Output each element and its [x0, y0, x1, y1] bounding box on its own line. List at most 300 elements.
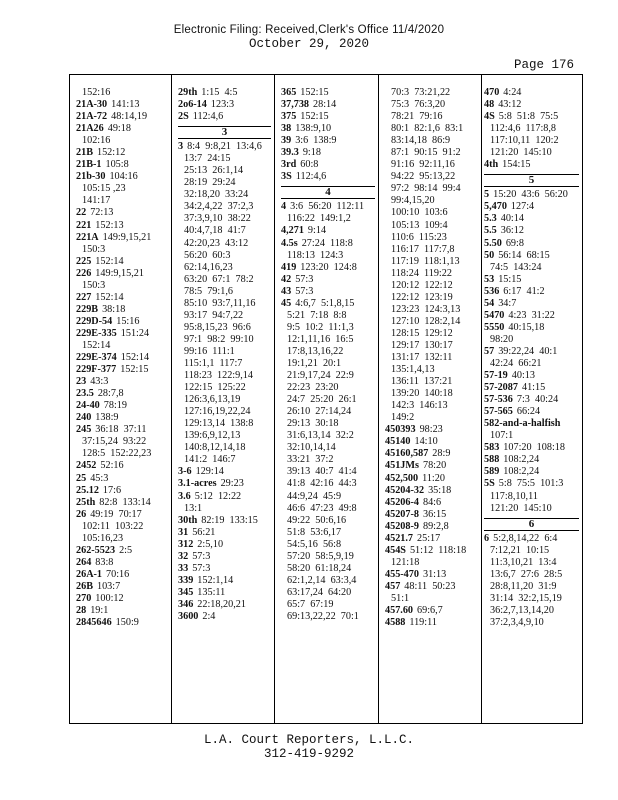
index-term: 45	[281, 297, 292, 309]
index-entry	[76, 135, 168, 147]
index-entry	[178, 454, 271, 466]
index-entry	[385, 292, 478, 304]
index-page-refs: 5:21 7:18 8:8	[287, 309, 347, 321]
index-page-refs: 149:9,15,21	[95, 267, 144, 279]
index-entry	[76, 593, 168, 605]
index-entry	[281, 286, 375, 298]
index-page-refs: 17:8,13,16,22	[287, 345, 344, 357]
index-term: 26B	[76, 580, 93, 592]
index-entry	[385, 593, 478, 605]
index-page-refs: 29:23	[220, 478, 244, 490]
index-term: 312	[178, 538, 194, 550]
index-page-refs: 78:21 79:16	[391, 111, 443, 123]
index-entry	[178, 189, 271, 201]
index-entry	[178, 478, 271, 490]
index-page-refs: 37:15,24 93:22	[82, 436, 147, 448]
index-page-refs: 13:6,7 27:6 28:5	[490, 568, 563, 580]
index-page-refs: 128:15 129:12	[391, 327, 453, 339]
index-page-refs: 37:3,9,10 38:22	[184, 213, 251, 225]
index-term: 450393	[385, 424, 416, 436]
index-entry	[484, 382, 579, 394]
index-term: 45140	[385, 436, 411, 448]
index-page-refs: 42:24 66:21	[490, 357, 542, 369]
index-page-refs: 69:13,22,22 70:1	[287, 610, 359, 622]
index-term: 5550	[484, 321, 505, 333]
index-page-refs: 1:15 4:5	[201, 87, 238, 98]
index-page-refs: 36:15	[422, 508, 447, 520]
index-page-refs: 78:19	[103, 400, 127, 412]
index-entry	[484, 159, 579, 171]
index-entry	[484, 394, 579, 406]
index-entry	[178, 274, 271, 286]
reporter-name: L.A. Court Reporters, L.L.C.	[203, 733, 415, 747]
index-entry	[281, 111, 375, 123]
index-page-refs: 116:17 117:7,8	[391, 243, 455, 255]
index-page-refs: 116:22 149:1,2	[287, 213, 351, 225]
index-page-refs: 97:1 98:2 99:10	[184, 333, 254, 345]
index-term: 25.12	[76, 484, 99, 496]
index-entry	[484, 225, 579, 237]
index-page-refs: 42:20,23 43:12	[184, 237, 249, 249]
index-page-refs: 3:6 138:9	[295, 135, 337, 147]
index-page-refs: 56:20 60:3	[184, 249, 231, 261]
index-page-refs: 121:20 145:10	[490, 147, 552, 159]
index-page-refs: 100:12	[95, 592, 124, 604]
index-entry	[178, 201, 271, 213]
index-entry	[484, 466, 579, 478]
index-page-refs: 107:20 108:18	[503, 442, 565, 454]
index-entry	[178, 491, 271, 503]
index-entry	[281, 430, 375, 442]
index-entry	[385, 256, 478, 268]
index-term: 28	[76, 605, 87, 617]
index-page-refs: 51:12 118:18	[409, 544, 467, 556]
index-page-refs: 51:8 53:6,17	[287, 526, 342, 538]
index-entry	[281, 262, 375, 274]
index-page-refs: 4:6,7 5:1,8,15	[295, 297, 355, 309]
index-page-refs: 91:16 92:11,16	[391, 159, 455, 171]
index-entry	[76, 304, 168, 316]
index-page-refs: 34:7	[498, 297, 517, 309]
index-entry	[178, 310, 271, 322]
index-page-refs: 40:4,7,18 41:7	[184, 225, 246, 237]
index-page-refs: 28:8,11,20 31:9	[490, 580, 557, 592]
index-entry	[281, 346, 375, 358]
index-entry	[484, 617, 579, 629]
index-entry	[281, 394, 375, 406]
index-term: 24-40	[76, 400, 100, 412]
index-term: 3-6	[178, 466, 192, 478]
index-page-refs: 35:18	[428, 484, 452, 496]
index-entry	[178, 466, 271, 478]
index-entry	[484, 605, 579, 617]
index-page-refs: 34:2,4,22 37:2,3	[184, 201, 254, 213]
index-page-refs: 141:2 146:7	[184, 454, 236, 466]
index-page-refs: 48:14,19	[111, 111, 148, 123]
index-entry	[281, 159, 375, 171]
index-page-refs: 9:18	[302, 147, 321, 159]
index-page-refs: 123:23 124:3,13	[391, 303, 461, 315]
index-page-refs: 105:16,23	[82, 532, 124, 544]
index-page-refs: 123:3	[210, 99, 235, 111]
index-entry	[484, 557, 579, 569]
index-entry	[76, 316, 168, 328]
index-term: 365	[281, 87, 297, 98]
index-page-refs: 112:4,6	[192, 111, 224, 123]
index-page-refs: 25:13 26:1,14	[184, 165, 244, 177]
index-entry	[385, 605, 478, 617]
index-entry	[76, 557, 168, 569]
index-entry	[484, 503, 579, 515]
index-page-refs: 5:2,8,14,22 6:4	[493, 532, 558, 544]
index-entry	[484, 346, 579, 358]
index-term: 26A-1	[76, 568, 103, 580]
index-page-refs: 82:8 133:14	[99, 496, 151, 508]
index-entry	[484, 406, 579, 418]
index-term: 21A-30	[76, 99, 108, 111]
index-page-refs: 2:5,10	[197, 538, 224, 550]
index-term: 451JMs	[385, 460, 419, 472]
index-page-refs: 2:5	[119, 544, 133, 556]
index-page-refs: 149:2	[391, 412, 415, 424]
index-page-refs: 66:24	[516, 406, 541, 418]
index-term: 346	[178, 598, 194, 610]
index-page-refs: 62:14,16,23	[184, 261, 233, 273]
index-entry	[385, 171, 478, 183]
index-entry	[178, 418, 271, 430]
index-page-refs: 72:13	[90, 207, 114, 219]
index-entry	[76, 436, 168, 448]
index-entry	[178, 551, 271, 563]
index-term: 457	[385, 580, 401, 592]
index-entry	[385, 111, 478, 123]
index-entry	[484, 111, 579, 123]
index-entry	[484, 478, 579, 490]
index-entry	[484, 334, 579, 346]
index-term: 45207-8	[385, 508, 419, 520]
index-term: 45160,587	[385, 448, 429, 460]
index-page-refs: 4:23 31:22	[508, 309, 555, 321]
index-entry	[385, 497, 478, 509]
index-column	[385, 87, 478, 629]
index-page-refs: 11:3,10,21 13:4	[490, 556, 557, 568]
index-term: 57	[484, 345, 495, 357]
index-entry	[178, 87, 271, 99]
index-term: 30th	[178, 514, 198, 526]
index-term: 3.6	[178, 490, 191, 502]
index-page-refs: 33:21 37:2	[287, 454, 334, 466]
index-entry	[281, 466, 375, 478]
index-term: 45204-32	[385, 484, 425, 496]
index-entry	[178, 298, 271, 310]
index-entry	[281, 238, 375, 250]
index-term: 42	[281, 273, 292, 285]
index-page-refs: 152:1,14	[197, 574, 234, 586]
index-term: 45208-9	[385, 520, 419, 532]
index-entry	[178, 503, 271, 515]
index-entry	[484, 322, 579, 334]
index-page-refs: 117:10,11 120:2	[490, 135, 559, 147]
index-page-refs: 12:1,11,16 16:5	[287, 333, 354, 345]
index-term: 4,271	[281, 225, 304, 237]
index-term: 25	[76, 472, 87, 484]
index-page-refs: 2:4	[202, 610, 216, 622]
index-entry	[385, 87, 478, 99]
index-term: 454S	[385, 544, 406, 556]
index-page-refs: 99:16 111:1	[184, 345, 235, 357]
index-entry	[178, 213, 271, 225]
index-term: 25th	[76, 496, 96, 508]
index-page-refs: 140:8,12,14,18	[184, 442, 246, 454]
index-page-refs: 84:6	[422, 496, 442, 508]
index-page-refs: 105:15 ,23	[82, 183, 126, 195]
index-term: 5.3	[484, 213, 497, 225]
index-page-refs: 28:14	[313, 99, 337, 111]
index-entry	[484, 123, 579, 135]
index-entry	[484, 99, 579, 111]
index-entry	[385, 521, 478, 533]
section-letter-heading: 4	[281, 186, 375, 199]
index-page-refs: 138:9	[95, 412, 119, 424]
index-page-refs: 89:2,8	[422, 520, 449, 532]
index-entry	[484, 358, 579, 370]
index-term: 32	[178, 550, 189, 562]
index-page-refs: 136:11 137:21	[391, 376, 453, 388]
index-page-refs: 4:24	[503, 87, 522, 98]
index-page-refs: 70:3 73:21,22	[391, 87, 451, 98]
index-page-refs: 118:13 124:3	[287, 249, 344, 261]
column-divider	[481, 75, 482, 723]
index-entry	[281, 147, 375, 159]
index-page-refs: 121:20 145:10	[490, 502, 552, 514]
index-frame	[69, 74, 583, 724]
index-term: 21b-30	[76, 171, 106, 183]
index-entry	[385, 280, 478, 292]
index-entry	[178, 177, 271, 189]
index-term: 4521.7	[385, 532, 414, 544]
index-entry	[385, 135, 478, 147]
index-entry	[281, 587, 375, 599]
index-page-refs: 98:20	[490, 333, 514, 345]
index-term: 245	[76, 424, 92, 436]
index-entry	[281, 599, 375, 611]
index-page-refs: 152:16	[82, 87, 111, 98]
index-page-refs: 104:16	[109, 171, 138, 183]
index-page-refs: 15:16	[116, 315, 140, 327]
index-page-refs: 127:4	[510, 201, 535, 213]
index-page-refs: 138:9,10	[295, 123, 332, 135]
index-term: 3S	[281, 171, 292, 183]
index-page-refs: 40:15,18	[508, 321, 545, 333]
index-entry	[178, 515, 271, 527]
index-page-refs: 22:23 23:20	[287, 382, 339, 394]
index-page-refs: 27:24 118:8	[301, 237, 353, 249]
index-entry	[76, 545, 168, 557]
index-page-refs: 75:3 76:3,20	[391, 99, 446, 111]
index-term: 4.5s	[281, 237, 298, 249]
index-page-refs: 15:20 43:6 56:20	[493, 189, 568, 201]
index-entry	[385, 268, 478, 280]
index-page-refs: 80:1 82:1,6 83:1	[391, 123, 464, 135]
index-page-refs: 28:7,8	[97, 388, 124, 400]
index-page-refs: 152:14	[82, 339, 111, 351]
index-page-refs: 152:14	[95, 255, 124, 267]
index-term: 339	[178, 574, 194, 586]
index-term: 229F-377	[76, 364, 117, 376]
index-page-refs: 5:8 75:5 101:3	[498, 478, 564, 490]
index-entry	[76, 412, 168, 424]
index-page-refs: 78:5 79:1,6	[184, 285, 233, 297]
index-entry	[281, 213, 375, 225]
index-entry	[178, 225, 271, 237]
index-page-refs: 32:10,14,14	[287, 442, 336, 454]
index-term: 3.1-acres	[178, 478, 217, 490]
index-entry	[281, 99, 375, 111]
index-entry	[178, 286, 271, 298]
index-page-refs: 83:14,18 86:9	[391, 135, 451, 147]
index-term: 4S	[484, 111, 495, 123]
index-term: 22	[76, 207, 87, 219]
index-column	[178, 87, 271, 623]
index-entry	[281, 87, 375, 99]
index-entry	[178, 394, 271, 406]
index-page-refs: 117:8,10,11	[490, 490, 538, 502]
index-page-refs: 105:8	[105, 159, 129, 171]
index-entry	[76, 605, 168, 617]
index-page-refs: 58:20 61:18,24	[287, 562, 352, 574]
index-entry	[385, 99, 478, 111]
index-entry	[484, 135, 579, 147]
index-entry	[281, 382, 375, 394]
index-page-refs: 43:3	[90, 376, 109, 388]
index-page-refs: 36:18 37:11	[95, 424, 147, 436]
index-entry	[178, 587, 271, 599]
index-entry	[484, 262, 579, 274]
index-entry	[281, 171, 375, 183]
index-page-refs: 129:17 130:17	[391, 339, 453, 351]
index-entry	[385, 244, 478, 256]
index-page-refs: 24:7 25:20 26:1	[287, 394, 357, 406]
index-entry	[76, 509, 168, 521]
index-page-refs: 39:22,24 40:1	[498, 345, 558, 357]
index-term: 21B	[76, 147, 93, 159]
index-entry	[385, 352, 478, 364]
index-page-refs: 38:18	[102, 303, 126, 315]
index-page-refs: 49:22 50:6,16	[287, 514, 347, 526]
index-page-refs: 46:6 47:23 49:8	[287, 502, 357, 514]
index-page-refs: 26:10 27:14,24	[287, 406, 352, 418]
index-page-refs: 123:20 124:8	[300, 261, 357, 273]
index-term: 262-5523	[76, 544, 116, 556]
index-entry	[385, 183, 478, 195]
index-page-refs: 11:20	[422, 472, 445, 484]
index-term: 57-565	[484, 406, 513, 418]
index-page-refs: 45:3	[90, 472, 109, 484]
index-page-refs: 60:8	[300, 159, 319, 171]
index-term: 229B	[76, 303, 99, 315]
index-page-refs: 78:20	[422, 460, 447, 472]
index-page-refs: 150:3	[82, 243, 106, 255]
index-page-refs: 122:15 125:22	[184, 382, 246, 394]
index-entry	[281, 201, 375, 213]
index-page-refs: 13:1	[184, 502, 203, 514]
index-entry	[484, 491, 579, 503]
index-page-refs: 118:24 119:22	[391, 267, 452, 279]
index-entry	[76, 473, 168, 485]
index-term: 21B-1	[76, 159, 102, 171]
index-term: 2S	[178, 111, 189, 123]
index-entry	[178, 165, 271, 177]
index-term: 455-470	[385, 568, 419, 580]
page-number: Page 176	[513, 58, 574, 72]
index-entry	[281, 515, 375, 527]
index-entry	[76, 497, 168, 509]
index-term: 23.5	[76, 388, 94, 400]
index-page-refs: 8:4 9:8,21 13:4,6	[187, 141, 262, 153]
index-page-refs: 152:13	[95, 219, 124, 231]
index-entry	[76, 364, 168, 376]
index-page-refs: 49:19 70:17	[90, 508, 142, 520]
index-entry	[385, 328, 478, 340]
column-divider	[378, 75, 379, 723]
index-entry	[385, 473, 478, 485]
index-entry	[484, 213, 579, 225]
index-term: 31	[178, 526, 189, 538]
index-page-refs: 31:14 32:2,15,19	[490, 592, 562, 604]
index-term: 470	[484, 87, 500, 98]
index-entry	[385, 545, 478, 557]
index-entry	[484, 545, 579, 557]
index-page-refs: 108:2,24	[503, 454, 540, 466]
index-entry	[385, 388, 478, 400]
index-entry	[385, 400, 478, 412]
index-entry	[178, 111, 271, 123]
index-page-refs: 129:14	[195, 466, 224, 478]
index-term: 26	[76, 508, 87, 520]
index-entry	[76, 220, 168, 232]
index-page-refs: 95:8,15,23 96:6	[184, 321, 251, 333]
index-entry	[385, 304, 478, 316]
index-entry	[385, 147, 478, 159]
index-entry	[76, 232, 168, 244]
index-entry	[281, 527, 375, 539]
index-term: 229D-54	[76, 315, 113, 327]
index-page-refs: 9:14	[307, 225, 327, 237]
index-entry	[178, 334, 271, 346]
index-page-refs: 108:2,24	[503, 466, 540, 478]
index-term: 50	[484, 249, 495, 261]
index-entry	[178, 346, 271, 358]
index-term: 39.3	[281, 147, 299, 159]
index-entry	[76, 340, 168, 352]
index-page-refs: 57:3	[295, 273, 314, 285]
index-page-refs: 41:15	[521, 382, 546, 394]
index-entry	[484, 593, 579, 605]
index-entry	[178, 238, 271, 250]
index-term: 4	[281, 201, 287, 213]
index-term: 582-and-a-halfish	[484, 418, 561, 430]
index-entry	[385, 159, 478, 171]
index-page-refs: 62:1,2,14 63:3,4	[287, 574, 357, 586]
index-page-refs: 22:18,20,21	[197, 598, 246, 610]
index-entry	[178, 358, 271, 370]
reporter-phone: 312-419-9292	[263, 747, 354, 761]
index-entry	[76, 448, 168, 460]
index-page-refs: 87:1 90:15 91:2	[391, 147, 461, 159]
index-term: 3600	[178, 610, 199, 622]
index-page-refs: 57:20 58:5,9,19	[287, 550, 354, 562]
index-entry	[178, 382, 271, 394]
